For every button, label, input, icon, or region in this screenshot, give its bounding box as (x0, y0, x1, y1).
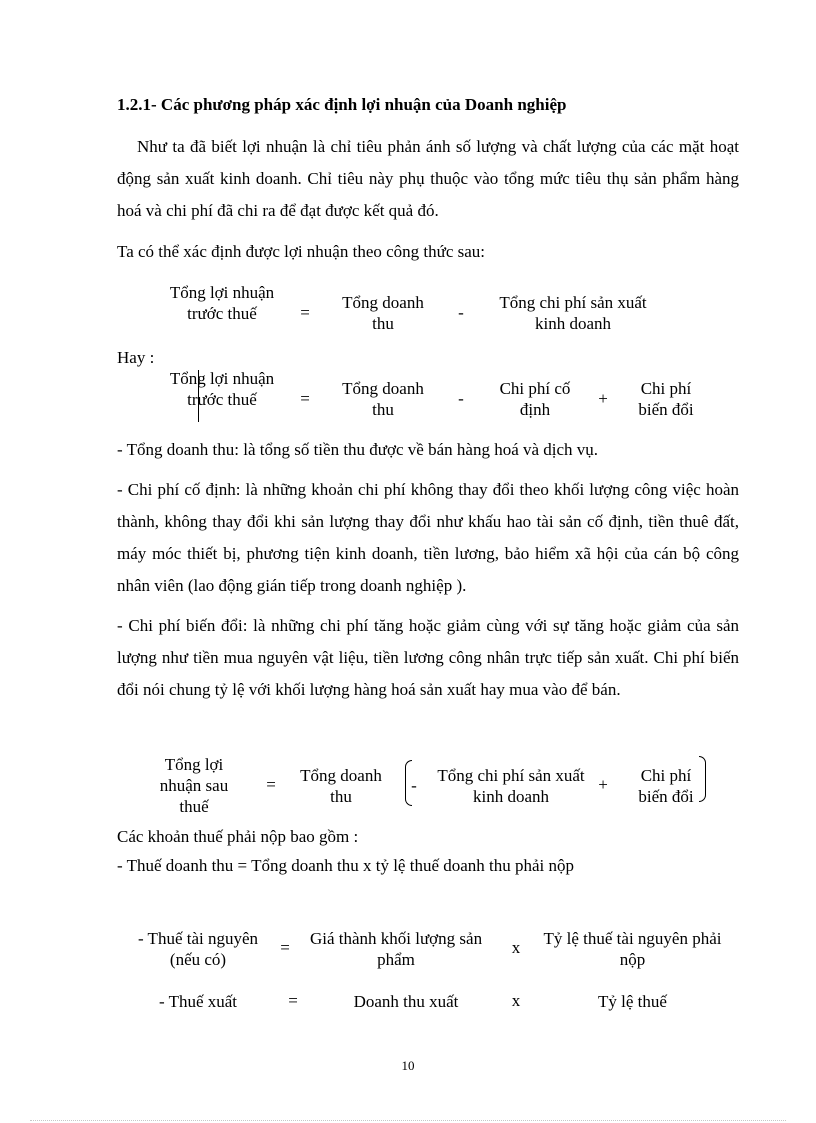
formula-2-term2: Chi phí cố định (499, 379, 571, 419)
formula-1-minus: - (458, 303, 464, 322)
tax-export-lhs: - Thuế xuất (158, 992, 238, 1011)
formula-3-term2: Tổng chi phí sản xuất kinh doanh (437, 766, 585, 806)
formula-1-lhs: Tổng lợi nhuận trước thuế (169, 283, 275, 323)
formula-1-term1: Tổng doanh thu (342, 293, 424, 333)
formula-3-term1: Tổng doanh thu (300, 766, 382, 806)
tax-resource-lhs: - Thuế tài nguyên (nếu có) (137, 929, 259, 969)
tax-export-term2: Tỷ lệ thuế (598, 992, 667, 1011)
formula-1-equals: = (300, 303, 310, 322)
section-heading: 1.2.1- Các phương pháp xác định lợi nhuận của Doanh nghiệp (117, 95, 567, 114)
formula-3-term3: Chi phí biến đổi (638, 766, 694, 806)
tax-export-times: x (511, 991, 521, 1010)
formula-3-equals: = (266, 775, 276, 794)
formula-2-lhs: Tổng lợi nhuận trước thuế (169, 369, 275, 409)
formula-3-right-paren (699, 756, 706, 802)
tax-resource-term2: Tỷ lệ thuế tài nguyên phải nộp (543, 929, 722, 969)
formula-1-term2: Tổng chi phí sản xuất kinh doanh (499, 293, 647, 333)
intro-paragraph: Như ta đã biết lợi nhuận là chỉ tiêu phản ánh số lượng và chất lượng của các mặt hoạt động sản xuất kinh doanh. Chỉ tiêu này phụ thuộc vào tổng mức tiêu thụ sản phẩm hàng hoá và chi phí đã chi ra để đạt được kết quả đó. (117, 137, 739, 220)
tax-export-equals: = (288, 991, 298, 1010)
formula-2-term3: Chi phí biến đổi (638, 379, 694, 419)
tax-resource-equals: = (280, 938, 290, 957)
tax-revenue-line: - Thuế doanh thu = Tổng doanh thu x tỷ lệ thuế doanh thu phải nộp (117, 856, 575, 875)
tax-resource-times: x (511, 938, 521, 957)
formula-3-plus: + (598, 775, 608, 794)
tax-export-term1: Doanh thu xuất (353, 992, 459, 1011)
hay-label: Hay : (117, 348, 155, 367)
formula-intro: Ta có thể xác định được lợi nhuận theo công thức sau: (117, 242, 486, 261)
formula-2-minus: - (458, 389, 464, 408)
formula-2-term1: Tổng doanh thu (342, 379, 424, 419)
definition-fixed-cost: - Chi phí cố định: là những khoản chi phí không thay đổi theo khối lượng công việc hoàn thành, không thay đổi khi sản lượng thay đổi như khấu hao tài sản cố định, tiền thuê đất, máy móc thiết bị, phương tiện kinh doanh, tiền lương, bảo hiểm xã hội của cán bộ công nhân viên (lao động gián tiếp trong doanh nghiệp ). (117, 480, 739, 595)
taxes-intro: Các khoản thuế phải nộp bao gồm : (117, 827, 359, 846)
formula-3-minus: - (411, 776, 417, 795)
definition-variable-cost: - Chi phí biến đổi: là những chi phí tăng hoặc giảm cùng với sự tăng hoặc giảm của sản lượng như tiền mua nguyên vật liệu, tiền lương công nhân trực tiếp sản xuất. Chi phí biến đổi nói chung tỷ lệ với khối lượng hàng hoá sản xuất hay mua vào để bán. (117, 616, 739, 699)
formula-3-lhs: Tổng lợi nhuận sau thuế (159, 755, 229, 816)
page-bottom-divider (30, 1120, 786, 1121)
formula-2-equals: = (300, 389, 310, 408)
definition-revenue: - Tổng doanh thu: là tổng số tiền thu được về bán hàng hoá và dịch vụ. (117, 440, 599, 459)
page-number: 10 (401, 1058, 415, 1073)
formula-2-plus: + (598, 389, 608, 408)
tax-resource-term1: Giá thành khối lượng sản phẩm (309, 929, 483, 969)
